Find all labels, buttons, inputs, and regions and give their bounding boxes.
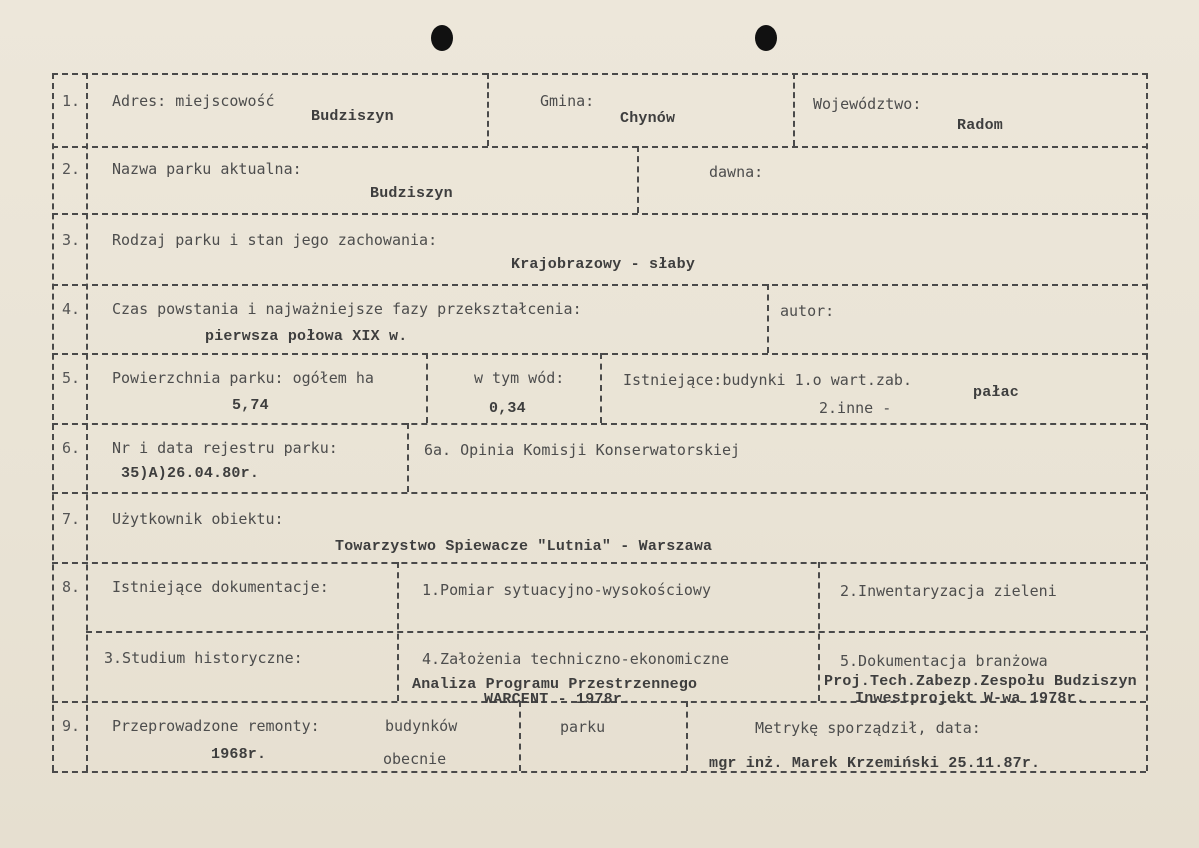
water-label: w tym wód: [474, 369, 565, 387]
grid-line [818, 562, 820, 701]
punch-hole-right [755, 25, 777, 51]
made-by-label: Metrykę sporządził, data: [755, 719, 981, 737]
grid-line [637, 146, 639, 213]
row-number: 5. [62, 369, 81, 387]
doc-value: Analiza Programu Przestrzennego [412, 676, 698, 693]
doc-value: Inwestprojekt W-wa 1978r. [855, 690, 1086, 707]
address-label: Adres: miejscowość [112, 92, 275, 110]
repairs-value: 1968r. [211, 746, 267, 763]
origin-value: pierwsza połowa XIX w. [205, 328, 408, 345]
area-value: 5,74 [232, 397, 269, 414]
author-label: autor: [780, 302, 835, 320]
grid-line [397, 562, 399, 701]
repairs-buildings-label: budynków [385, 717, 458, 735]
documentation-label: Istniejące dokumentacje: [112, 578, 329, 596]
grid-line [407, 423, 409, 492]
voivodeship-label: Województwo: [813, 95, 922, 113]
grid-line [487, 73, 489, 146]
row-number: 3. [62, 231, 81, 249]
row-number: 1. [62, 92, 81, 110]
grid-line [52, 284, 1148, 286]
buildings-label: Istniejące:budynki 1.o wart.zab. [623, 371, 912, 389]
register-value: 35)A)26.04.80r. [121, 465, 260, 482]
address-value: Budziszyn [311, 108, 394, 125]
grid-line [519, 701, 521, 771]
grid-line [1146, 73, 1148, 771]
doc-item: 4.Założenia techniczno-ekonomiczne [422, 650, 730, 668]
row-number: 6. [62, 439, 81, 457]
user-label: Użytkownik obiektu: [112, 510, 284, 528]
grid-line [793, 73, 795, 146]
park-type-label: Rodzaj parku i stan jego zachowania: [112, 231, 438, 249]
park-repairs-label: parku [560, 718, 606, 736]
punch-hole-left [431, 25, 453, 51]
row-number: 4. [62, 300, 81, 318]
grid-line [52, 492, 1146, 494]
grid-line [86, 631, 1146, 633]
grid-line [52, 213, 1148, 215]
doc-value: Proj.Tech.Zabezp.Zespołu Budziszyn [824, 673, 1137, 690]
grid-line [600, 353, 602, 423]
park-type-value: Krajobrazowy - słaby [511, 256, 696, 273]
row-number: 7. [62, 510, 81, 528]
user-value: Towarzystwo Spiewacze "Lutnia" - Warszawa [335, 538, 713, 555]
gmina-value: Chynów [620, 110, 676, 127]
park-name-label: Nazwa parku aktualna: [112, 160, 302, 178]
opinion-label: 6a. Opinia Komisji Konserwatorskiej [424, 441, 741, 459]
former-name-label: dawna: [709, 163, 764, 181]
doc-value: WARCENT - 1978r. [484, 691, 632, 708]
grid-line [52, 562, 1146, 564]
doc-item: 5.Dokumentacja branżowa [840, 652, 1048, 670]
water-value: 0,34 [489, 400, 526, 417]
buildings-value: pałac [973, 384, 1020, 401]
park-name-value: Budziszyn [370, 185, 453, 202]
grid-line [86, 73, 88, 771]
doc-item: 3.Studium historyczne: [104, 649, 303, 667]
grid-line [52, 423, 1146, 425]
grid-line [686, 701, 688, 771]
other-buildings-label: 2.inne - [819, 399, 892, 417]
current-label: obecnie [383, 750, 447, 768]
grid-line [426, 353, 428, 423]
grid-line [52, 73, 1148, 75]
grid-line [52, 146, 1148, 148]
grid-line [52, 73, 54, 771]
repairs-label: Przeprowadzone remonty: [112, 717, 320, 735]
origin-label: Czas powstania i najważniejsze fazy przekształcenia: [112, 300, 582, 318]
gmina-label: Gmina: [540, 92, 595, 110]
doc-item: 2.Inwentaryzacja zieleni [840, 582, 1057, 600]
grid-line [767, 284, 769, 353]
register-label: Nr i data rejestru parku: [112, 439, 338, 457]
doc-item: 1.Pomiar sytuacyjno-wysokościowy [422, 581, 711, 599]
voivodeship-value: Radom [957, 117, 1004, 134]
row-number: 2. [62, 160, 81, 178]
row-number: 9. [62, 717, 81, 735]
made-by-value: mgr inż. Marek Krzemiński 25.11.87r. [709, 755, 1041, 772]
row-number: 8. [62, 578, 81, 596]
area-label: Powierzchnia parku: ogółem ha [112, 369, 374, 387]
